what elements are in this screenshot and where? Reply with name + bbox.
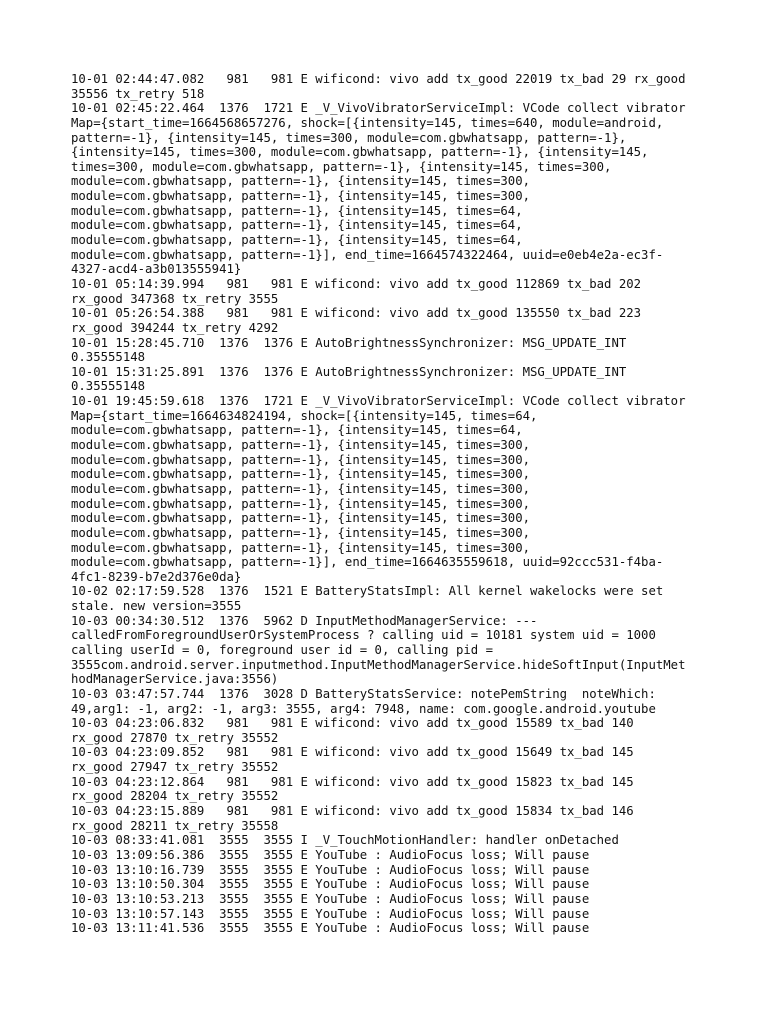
log-line: module=com.gbwhatsapp, pattern=-1}, {intensity=145, times=300,: [71, 189, 531, 204]
log-line: module=com.gbwhatsapp, pattern=-1}, {intensity=145, times=300,: [71, 174, 531, 189]
log-line: 10-03 04:23:09.852 981 981 E wificond: vivo add tx_good 15649 tx_bad 145: [71, 745, 634, 760]
log-line: rx_good 394244 tx_retry 4292: [71, 320, 279, 335]
log-line: 0.35555148: [71, 350, 146, 365]
log-line: 10-03 13:11:41.536 3555 3555 E YouTube : AudioFocus loss; Will pause: [71, 921, 590, 936]
log-line: 10-01 15:31:25.891 1376 1376 E AutoBrightnessSynchronizer: MSG_UPDATE_INT: [71, 364, 627, 379]
log-line: 10-03 13:10:53.213 3555 3555 E YouTube : AudioFocus loss; Will pause: [71, 891, 590, 906]
log-line: 10-01 05:26:54.388 981 981 E wificond: vivo add tx_good 135550 tx_bad 223: [71, 306, 642, 321]
log-line: calling userId = 0, foreground user id = 0, calling pid =: [71, 642, 493, 657]
log-line: 10-01 02:45:22.464 1376 1721 E _V_VivoVibratorServiceImpl: VCode collect vibrator: [71, 101, 686, 116]
log-line: 10-03 00:34:30.512 1376 5962 D InputMethodManagerService: ---: [71, 613, 538, 628]
log-line: 10-01 02:44:47.082 981 981 E wificond: vivo add tx_good 22019 tx_bad 29 rx_good: [71, 72, 686, 86]
log-line: rx_good 27947 tx_retry 35552: [71, 760, 279, 775]
log-line: 10-03 08:33:41.081 3555 3555 I _V_TouchMotionHandler: handler onDetached: [71, 833, 619, 848]
log-line: module=com.gbwhatsapp, pattern=-1}], end_time=1664574322464, uuid=e0eb4e2a-ec3f-: [71, 247, 664, 262]
log-text-block: [71, 72, 711, 936]
log-line: 10-01 15:28:45.710 1376 1376 E AutoBrightnessSynchronizer: MSG_UPDATE_INT: [71, 335, 627, 350]
log-line: 10-03 04:23:12.864 981 981 E wificond: vivo add tx_good 15823 tx_bad 145: [71, 774, 634, 789]
log-line: 4fc1-8239-b7e2d376e0da}: [71, 569, 242, 584]
log-line: rx_good 27870 tx_retry 35552: [71, 730, 279, 745]
log-line: Map={start_time=1664634824194, shock=[{intensity=145, times=64,: [71, 408, 538, 423]
log-line: 35556 tx_retry 518: [71, 86, 205, 101]
log-line: calledFromForegroundUserOrSystemProcess ? calling uid = 10181 system uid = 1000: [71, 628, 656, 643]
log-line: module=com.gbwhatsapp, pattern=-1}, {intensity=145, times=300,: [71, 452, 531, 467]
log-line: 10-02 02:17:59.528 1376 1521 E BatteryStatsImpl: All kernel wakelocks were set: [71, 584, 664, 599]
log-line: rx_good 28211 tx_retry 35558: [71, 818, 279, 833]
log-line: times=300, module=com.gbwhatsapp, pattern=-1}, {intensity=145, times=300,: [71, 159, 612, 174]
log-line: module=com.gbwhatsapp, pattern=-1}, {intensity=145, times=300,: [71, 467, 531, 482]
log-line: module=com.gbwhatsapp, pattern=-1}, {intensity=145, times=300,: [71, 496, 531, 511]
log-line: 10-03 13:10:50.304 3555 3555 E YouTube : AudioFocus loss; Will pause: [71, 877, 590, 892]
log-line: pattern=-1}, {intensity=145, times=300, module=com.gbwhatsapp, pattern=-1},: [71, 130, 627, 145]
log-line: module=com.gbwhatsapp, pattern=-1}, {intensity=145, times=64,: [71, 218, 523, 233]
log-line: 10-03 13:10:57.143 3555 3555 E YouTube : AudioFocus loss; Will pause: [71, 906, 590, 921]
log-line: rx_good 347368 tx_retry 3555: [71, 291, 279, 306]
log-line: 0.35555148: [71, 379, 146, 394]
log-line: module=com.gbwhatsapp, pattern=-1}, {intensity=145, times=300,: [71, 438, 531, 453]
log-line: module=com.gbwhatsapp, pattern=-1}], end_time=1664635559618, uuid=92ccc531-f4ba-: [71, 555, 664, 570]
log-line: module=com.gbwhatsapp, pattern=-1}, {intensity=145, times=64,: [71, 423, 523, 438]
log-line: hodManagerService.java:3556): [71, 672, 279, 687]
log-line: 10-03 04:23:15.889 981 981 E wificond: vivo add tx_good 15834 tx_bad 146: [71, 804, 634, 819]
log-line: 3555com.android.server.inputmethod.InputMethodManagerService.hideSoftInput(InputMet: [71, 657, 686, 672]
log-line: 10-03 04:23:06.832 981 981 E wificond: vivo add tx_good 15589 tx_bad 140: [71, 716, 634, 731]
log-line: 4327-acd4-a3b013555941}: [71, 262, 242, 277]
log-line: module=com.gbwhatsapp, pattern=-1}, {intensity=145, times=300,: [71, 481, 531, 496]
log-line: module=com.gbwhatsapp, pattern=-1}, {intensity=145, times=300,: [71, 540, 531, 555]
log-line: module=com.gbwhatsapp, pattern=-1}, {intensity=145, times=64,: [71, 203, 523, 218]
log-line: module=com.gbwhatsapp, pattern=-1}, {intensity=145, times=64,: [71, 233, 523, 248]
log-line: 10-01 19:45:59.618 1376 1721 E _V_VivoVibratorServiceImpl: VCode collect vibrator: [71, 394, 686, 409]
log-line: {intensity=145, times=300, module=com.gbwhatsapp, pattern=-1}, {intensity=145,: [71, 145, 649, 160]
log-line: rx_good 28204 tx_retry 35552: [71, 789, 279, 804]
log-line: 49,arg1: -1, arg2: -1, arg3: 3555, arg4: 7948, name: com.google.android.youtube: [71, 701, 656, 716]
log-line: Map={start_time=1664568657276, shock=[{intensity=145, times=640, module=android,: [71, 115, 664, 130]
log-line: stale. new version=3555: [71, 599, 242, 614]
log-line: 10-03 13:10:16.739 3555 3555 E YouTube : AudioFocus loss; Will pause: [71, 862, 590, 877]
log-line: module=com.gbwhatsapp, pattern=-1}, {intensity=145, times=300,: [71, 511, 531, 526]
log-line: 10-01 05:14:39.994 981 981 E wificond: vivo add tx_good 112869 tx_bad 202: [71, 276, 642, 291]
log-line: 10-03 03:47:57.744 1376 3028 D BatteryStatsService: notePemString noteWhich:: [71, 686, 656, 701]
log-line: 10-03 13:09:56.386 3555 3555 E YouTube : AudioFocus loss; Will pause: [71, 847, 590, 862]
log-line: module=com.gbwhatsapp, pattern=-1}, {intensity=145, times=300,: [71, 525, 531, 540]
